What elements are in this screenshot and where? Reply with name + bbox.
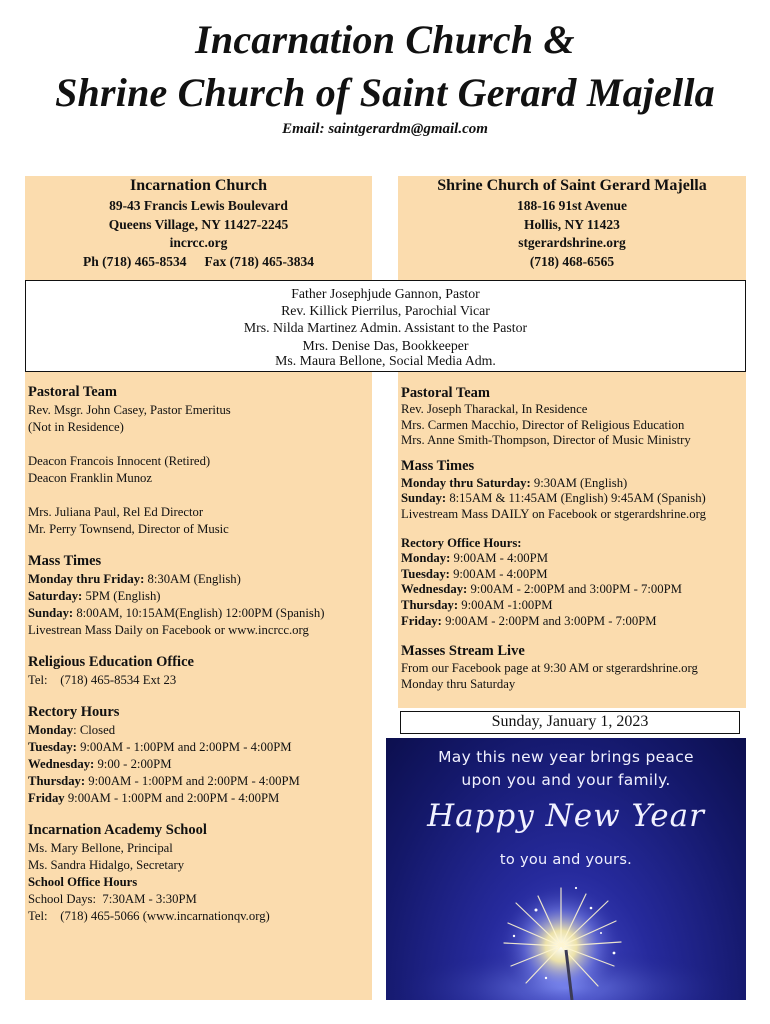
- clergy-staff-box: [25, 280, 746, 372]
- incarnation-details: [25, 372, 372, 1000]
- new-year-line-1: May this new year brings peace: [438, 748, 694, 766]
- left-rectory-line: Wednesday: 9:00 - 2:00PM: [28, 757, 172, 771]
- new-year-card: [386, 738, 746, 1000]
- incarnation-address-1: 89-43 Francis Lewis Boulevard: [109, 198, 288, 213]
- right-rectory-line: Monday: 9:00AM - 4:00PM: [401, 551, 548, 566]
- shrine-address-2: Hollis, NY 11423: [524, 216, 620, 232]
- left-rectory-line: Tuesday: 9:00AM - 1:00PM and 2:00PM - 4:00PM: [28, 740, 292, 754]
- left-livestream: Livestrean Mass Daily on Facebook or www.incrcc.org: [28, 623, 309, 637]
- right-rectory-line: Tuesday: 9:00AM - 4:00PM: [401, 566, 548, 581]
- left-pastoral-line: Mr. Perry Townsend, Director of Music: [28, 522, 229, 536]
- left-mass-title: Mass Times: [28, 553, 102, 569]
- staff-line: Ms. Maura Bellone, Social Media Adm.: [275, 353, 496, 368]
- incarnation-fax: Fax (718) 465-3834: [204, 253, 314, 269]
- staff-line: Mrs. Nilda Martinez Admin. Assistant to the Pastor: [243, 320, 528, 335]
- shrine-name: Shrine Church of Saint Gerard Majella: [437, 177, 707, 194]
- right-rectory-line: Thursday: 9:00AM -1:00PM: [401, 597, 553, 612]
- staff-line: Father Josephjude Gannon, Pastor: [291, 286, 480, 301]
- left-rectory-line: Thursday: 9:00AM - 1:00PM and 2:00PM - 4:00PM: [28, 774, 300, 788]
- shrine-details: [398, 372, 746, 708]
- incarnation-website[interactable]: incrcc.org: [169, 235, 228, 250]
- right-mass-line: Monday thru Saturday: 9:30AM (English): [401, 475, 628, 490]
- email[interactable]: Email: saintgerardm@gmail.com: [282, 121, 488, 137]
- left-mass-line: Saturday: 5PM (English): [28, 589, 161, 603]
- right-rectory-line: Wednesday: 9:00AM - 2:00PM and 3:00PM - 7:00PM: [401, 582, 682, 597]
- bulletin-date: Sunday, January 1, 2023: [400, 711, 740, 734]
- right-livestream: Livestream Mass DAILY on Facebook or stgerardshrine.org: [401, 506, 706, 521]
- incarnation-address-2: Queens Village, NY 11427-2245: [108, 216, 289, 232]
- right-pastoral-line: Rev. Joseph Tharackal, In Residence: [401, 402, 588, 416]
- left-rectory-line: Monday: Closed: [28, 723, 116, 737]
- right-pastoral-line: Mrs. Anne Smith-Thompson, Director of Music Ministry: [401, 433, 691, 448]
- shrine-website[interactable]: stgerardshrine.org: [518, 235, 626, 250]
- right-pastoral-line: Mrs. Carmen Macchio, Director of Religious Education: [401, 417, 685, 432]
- right-rectory-line: Friday: 9:00AM - 2:00PM and 3:00PM - 7:00PM: [401, 613, 657, 628]
- shrine-phone: (718) 468-6565: [529, 253, 615, 269]
- right-stream-line: Monday thru Saturday: [401, 676, 516, 691]
- new-year-greeting: Happy New Year: [427, 798, 705, 834]
- left-rectory-title: Rectory Hours: [28, 704, 120, 720]
- right-mass-title: Mass Times: [401, 457, 475, 474]
- right-pastoral-title: Pastoral Team: [401, 385, 491, 401]
- left-relig-title: Religious Education Office: [28, 654, 194, 670]
- left-school-line: Ms. Sandra Hidalgo, Secretary: [28, 858, 185, 872]
- right-rectory-title: Rectory Office Hours:: [401, 535, 522, 550]
- left-relig-tel: Tel: (718) 465-8534 Ext 23: [28, 673, 177, 687]
- incarnation-name: Incarnation Church: [129, 177, 268, 194]
- left-pastoral-line: (Not in Residence): [28, 420, 124, 434]
- right-mass-line: Sunday: 8:15AM & 11:45AM (English) 9:45AM (Spanish): [401, 491, 706, 506]
- left-school-hours-title: School Office Hours: [28, 875, 138, 889]
- new-year-line-2: upon you and your family.: [461, 771, 671, 789]
- left-pastoral-line: Deacon Franklin Munoz: [28, 471, 153, 485]
- right-stream-line: From our Facebook page at 9:30 AM or stgerardshrine.org: [401, 661, 698, 676]
- left-school-title: Incarnation Academy School: [28, 822, 207, 838]
- title-line-2: Shrine Church of Saint Gerard Majella: [55, 70, 715, 115]
- left-mass-line: Monday thru Friday: 8:30AM (English): [28, 572, 241, 586]
- left-mass-line: Sunday: 8:00AM, 10:15AM(English) 12:00PM (Spanish): [28, 606, 325, 620]
- incarnation-header: [25, 176, 372, 280]
- left-school-line: Ms. Mary Bellone, Principal: [28, 841, 173, 855]
- staff-line: Rev. Killick Pierrilus, Parochial Vicar: [281, 303, 490, 318]
- left-school-tel: Tel: (718) 465-5066 (www.incarnationqv.org): [28, 909, 270, 923]
- incarnation-contact: [25, 253, 372, 272]
- incarnation-phone: Ph (718) 465-8534: [83, 253, 187, 269]
- new-year-line-3: to you and yours.: [499, 852, 633, 868]
- left-rectory-line: Friday 9:00AM - 1:00PM and 2:00PM - 4:00PM: [28, 791, 280, 805]
- shrine-header: [398, 176, 746, 280]
- left-pastoral-title: Pastoral Team: [28, 384, 118, 400]
- left-pastoral-line: Deacon Francois Innocent (Retired): [28, 454, 211, 468]
- right-stream-title: Masses Stream Live: [401, 643, 525, 660]
- shrine-address-1: 188-16 91st Avenue: [517, 198, 627, 213]
- left-pastoral-line: Mrs. Juliana Paul, Rel Ed Director: [28, 505, 204, 519]
- left-pastoral-line: Rev. Msgr. John Casey, Pastor Emeritus: [28, 403, 231, 417]
- title-line-1: Incarnation Church &: [195, 17, 575, 62]
- left-school-days: School Days: 7:30AM - 3:30PM: [28, 892, 197, 906]
- staff-line: Mrs. Denise Das, Bookkeeper: [302, 338, 469, 353]
